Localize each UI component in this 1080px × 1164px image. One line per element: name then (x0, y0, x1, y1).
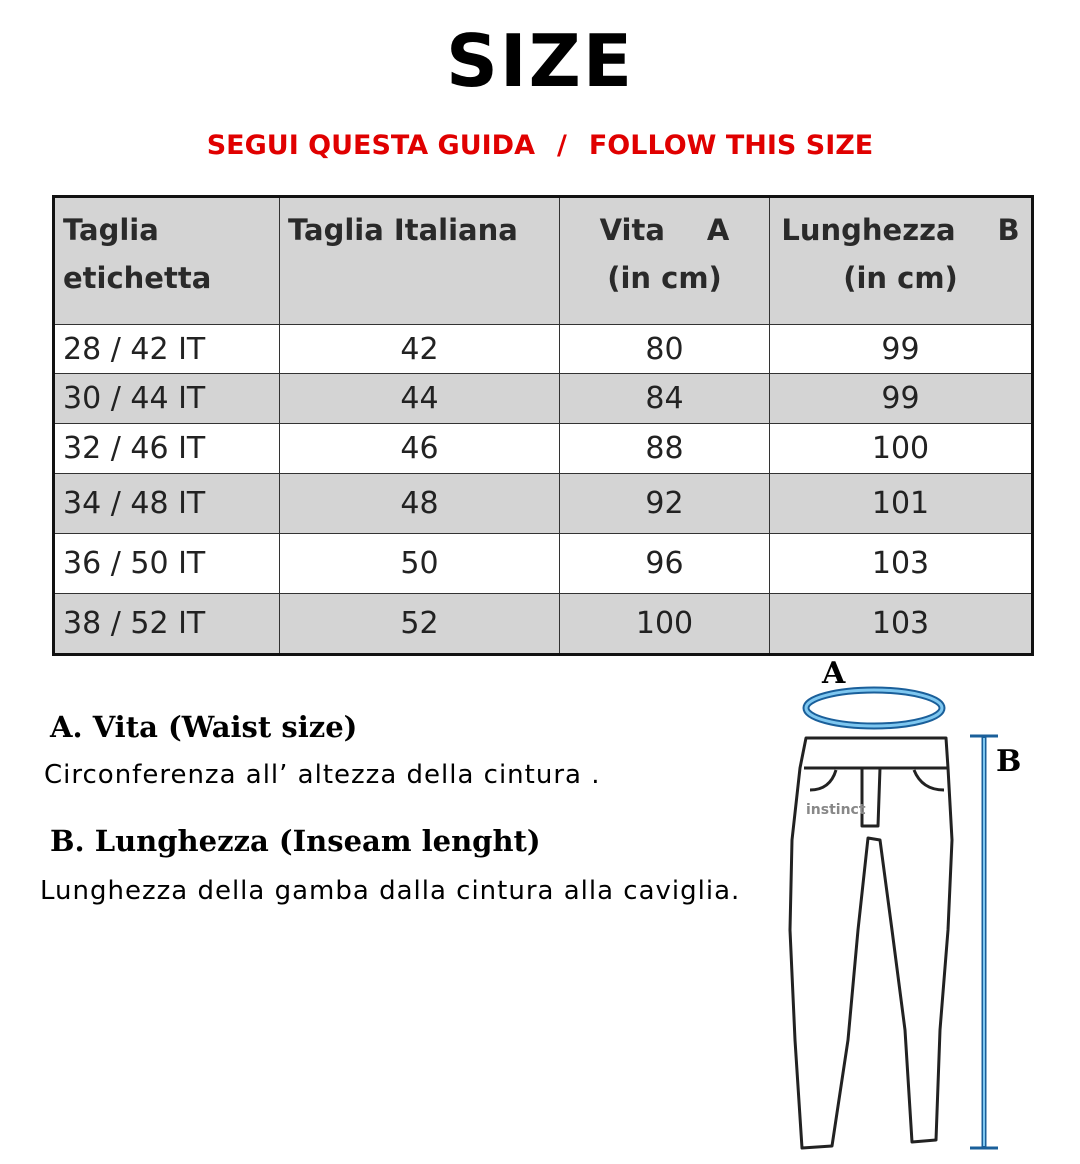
cell-italian: 42 (280, 325, 560, 374)
cell-italian: 46 (280, 424, 560, 474)
table-row (54, 325, 1033, 374)
cell-label: 30 / 44 IT (54, 374, 280, 424)
definition-a-text: Circonferenza all’ altezza della cintura . (44, 760, 601, 790)
cell-waist: 100 (560, 594, 770, 655)
cell-waist: 80 (560, 325, 770, 374)
subtitle-italian: SEGUI QUESTA GUIDA (206, 130, 535, 161)
header-length: Lunghezza B (in cm) (770, 197, 1033, 325)
table-row (54, 424, 1033, 474)
table-row (54, 374, 1033, 424)
header-waist: Vita A (in cm) (560, 197, 770, 325)
cell-label: 36 / 50 IT (54, 534, 280, 594)
cell-length: 99 (770, 325, 1033, 374)
trousers-diagram (770, 660, 1070, 1164)
cell-waist: 96 (560, 534, 770, 594)
brand-logo-text: instinct (806, 802, 866, 818)
subtitle-separator: / (556, 130, 567, 161)
cell-italian: 44 (280, 374, 560, 424)
definition-a-heading: A. Vita (Waist size) (50, 710, 358, 744)
table-row (54, 534, 1033, 594)
cell-italian: 52 (280, 594, 560, 655)
header-label-size: Taglia etichetta (54, 197, 280, 325)
diagram-label-b: B (996, 744, 1022, 779)
header-italian-size: Taglia Italiana (280, 197, 560, 325)
cell-label: 38 / 52 IT (54, 594, 280, 655)
size-table (52, 195, 1034, 656)
cell-italian: 50 (280, 534, 560, 594)
cell-italian: 48 (280, 474, 560, 534)
subtitle-english: FOLLOW THIS SIZE (588, 130, 874, 161)
cell-waist: 92 (560, 474, 770, 534)
definition-b-text: Lunghezza della gamba dalla cintura alla caviglia. (40, 876, 741, 906)
cell-length: 100 (770, 424, 1033, 474)
definition-b-heading: B. Lunghezza (Inseam lenght) (50, 824, 541, 858)
cell-length: 101 (770, 474, 1033, 534)
cell-length: 103 (770, 534, 1033, 594)
page-subtitle (0, 128, 1080, 164)
cell-label: 34 / 48 IT (54, 474, 280, 534)
trousers-icon (790, 738, 952, 1148)
cell-length: 103 (770, 594, 1033, 655)
table-row (54, 594, 1033, 655)
cell-label: 28 / 42 IT (54, 325, 280, 374)
page-title: SIZE (445, 19, 635, 103)
cell-label: 32 / 46 IT (54, 424, 280, 474)
table-header-row (54, 197, 1033, 325)
cell-waist: 84 (560, 374, 770, 424)
diagram-label-a: A (822, 656, 846, 691)
cell-length: 99 (770, 374, 1033, 424)
table-row (54, 474, 1033, 534)
cell-waist: 88 (560, 424, 770, 474)
